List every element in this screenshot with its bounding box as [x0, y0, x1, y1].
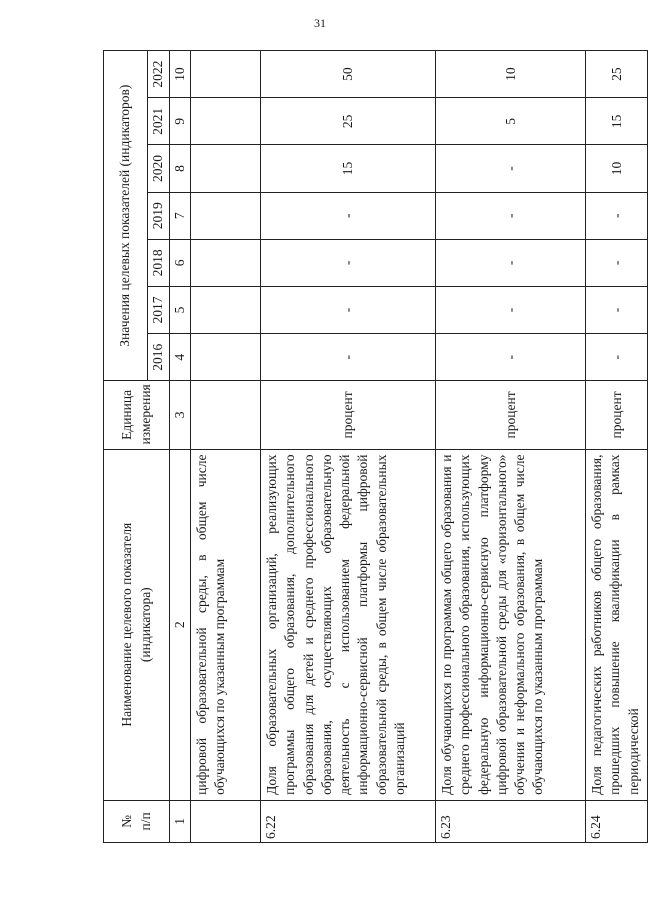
value-cell [191, 192, 261, 239]
column-number: 10 [170, 51, 191, 98]
header-indicator-name: Наименование целевого показателя (индикатора) [104, 449, 170, 800]
value-cell: 25 [261, 98, 436, 145]
table-row [436, 51, 586, 843]
value-cell: 10 [436, 51, 586, 98]
value-cell [191, 334, 261, 381]
value-cell: 15 [586, 98, 648, 145]
value-cell: - [261, 239, 436, 286]
value-cell [191, 286, 261, 333]
page-number: 31 [314, 16, 326, 30]
value-cell [191, 51, 261, 98]
column-number-row [170, 51, 191, 843]
value-cell: - [436, 334, 586, 381]
column-number: 7 [170, 192, 191, 239]
value-cell: 50 [261, 51, 436, 98]
header-num: № п/п [104, 800, 170, 842]
unit-cell: процент [261, 381, 436, 449]
value-cell: - [261, 286, 436, 333]
column-number: 3 [170, 381, 191, 449]
header-year: 2017 [148, 286, 170, 333]
header-year: 2018 [148, 239, 170, 286]
header-year: 2020 [148, 145, 170, 192]
header-year: 2016 [148, 334, 170, 381]
value-cell: - [436, 239, 586, 286]
value-cell: 5 [436, 98, 586, 145]
row-number: 6.23 [436, 800, 586, 842]
indicator-text: Доля педагогических работников общего образования, прошедших повышение квалификации в рамках периодической [586, 449, 648, 800]
unit-cell: процент [436, 381, 586, 449]
column-number: 6 [170, 239, 191, 286]
value-cell: - [436, 192, 586, 239]
column-number: 8 [170, 145, 191, 192]
table-row [261, 51, 436, 843]
value-cell: - [586, 286, 648, 333]
rotated-table-wrapper [103, 50, 641, 843]
unit-cell: процент [586, 381, 648, 449]
row-number: 6.22 [261, 800, 436, 842]
column-number: 9 [170, 98, 191, 145]
indicator-text: цифровой образовательной среды, в общем числе обучающихся по указанным программам [191, 449, 261, 800]
column-number: 1 [170, 800, 191, 842]
value-cell: - [586, 192, 648, 239]
value-cell: - [261, 334, 436, 381]
row-number: 6.24 [586, 800, 648, 842]
value-cell: 25 [586, 51, 648, 98]
column-number: 2 [170, 449, 191, 800]
value-cell: - [586, 239, 648, 286]
column-number: 4 [170, 334, 191, 381]
row-number [191, 800, 261, 842]
unit-cell [191, 381, 261, 449]
value-cell: - [436, 286, 586, 333]
value-cell: 15 [261, 145, 436, 192]
table-row [191, 51, 261, 843]
indicator-text: Доля образовательных организаций, реализующих программы общего образования, дополнительного образования для детей и среднего профессионального образования, осуществляющих образовательную деятельность с использованием федеральной информационно-сервисной платформы цифровой образовательной среды, в общем числе образовательных организаций [261, 449, 436, 800]
value-cell: - [586, 334, 648, 381]
value-cell: - [436, 145, 586, 192]
header-unit: Единица измерения [104, 381, 170, 449]
header-year: 2021 [148, 98, 170, 145]
value-cell [191, 145, 261, 192]
header-year: 2019 [148, 192, 170, 239]
header-values-group: Значения целевых показателей (индикаторов) [104, 51, 148, 381]
value-cell [191, 98, 261, 145]
indicator-table [103, 50, 648, 843]
table-row [586, 51, 648, 843]
header-year: 2022 [148, 51, 170, 98]
value-cell [191, 239, 261, 286]
value-cell: - [261, 192, 436, 239]
value-cell: 10 [586, 145, 648, 192]
column-number: 5 [170, 286, 191, 333]
indicator-text: Доля обучающихся по программам общего образования и среднего профессионального образования, использующих федеральную информационно-сервисную платформу цифровой образовательной среды для «горизонтального» обучения и неформального образования, в общем числе обучающихся по указанным программам [436, 449, 586, 800]
